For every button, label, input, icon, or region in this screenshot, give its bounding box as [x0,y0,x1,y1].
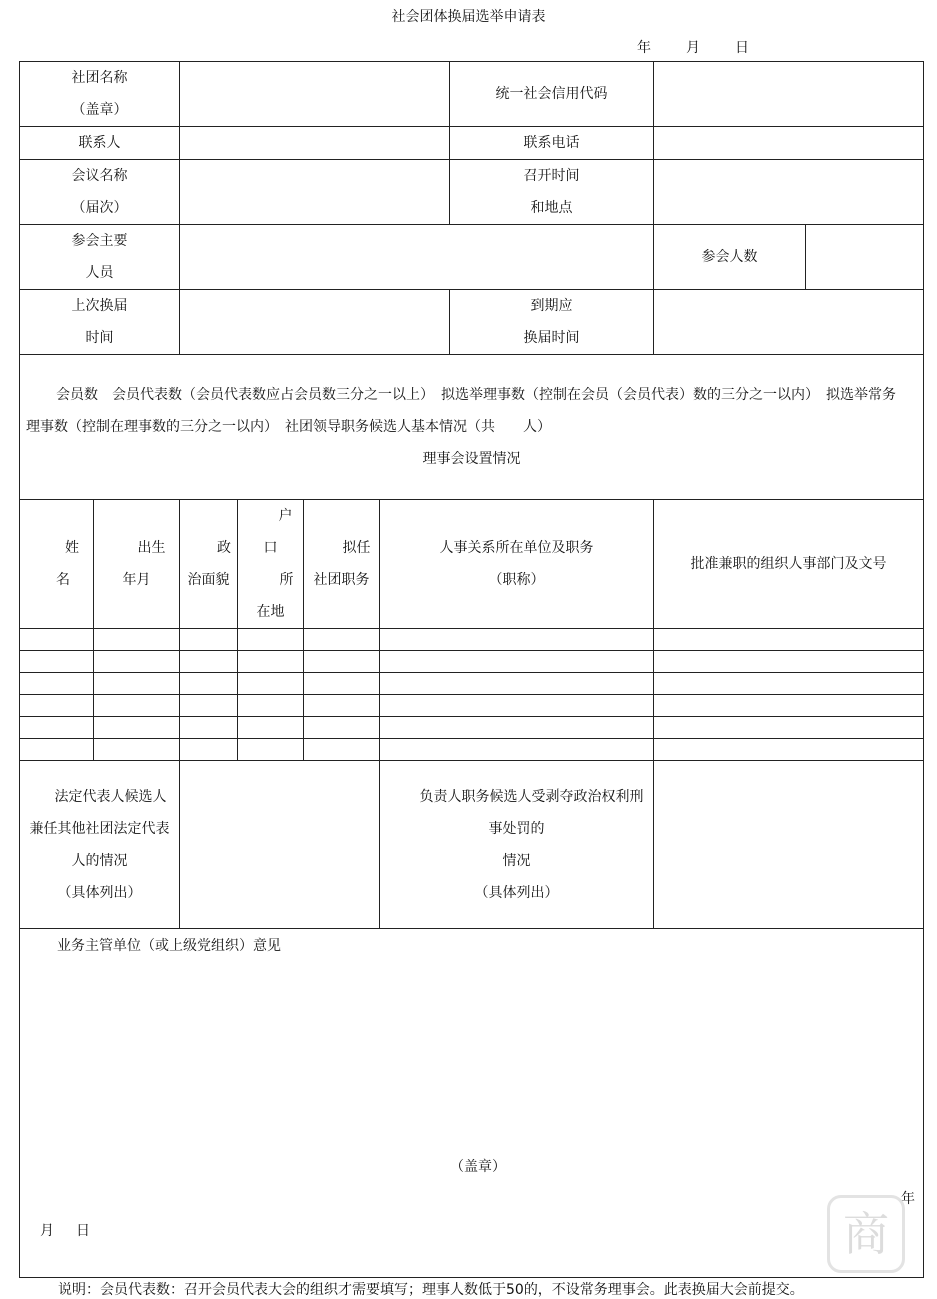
row-council-info [20,355,924,500]
opinion-month: 月 [40,1223,54,1239]
candidate-cell[interactable] [94,673,180,695]
candidate-cell[interactable] [654,695,924,717]
candidate-cell[interactable] [238,629,304,651]
opinion-day: 日 [76,1223,90,1239]
candidate-cell[interactable] [304,717,380,739]
candidate-row [20,739,924,761]
col-birth-header: 出生 年月 [94,500,180,629]
opinion-label: 业务主管单位（或上级党组织）意见 [57,938,281,954]
council-info-block [20,355,924,500]
candidate-cell[interactable] [94,717,180,739]
legal-rep-field[interactable] [180,761,380,929]
application-form-table [19,61,924,1278]
opinion-seal: （盖章） [450,1159,506,1175]
contact-phone-label: 联系电话 [450,127,654,160]
contact-phone-field[interactable] [654,127,924,160]
candidate-cell[interactable] [94,739,180,761]
header-month: 月 [686,40,700,56]
society-name-label: 社团名称 （盖章） [20,62,180,127]
candidate-cell[interactable] [380,695,654,717]
penalty-field[interactable] [654,761,924,929]
candidate-cell[interactable] [380,717,654,739]
council-setup-heading: 理事会设置情况 [422,451,521,467]
council-info-line2: 理事数（控制在理事数的三分之一以内） 社团领导职务候选人基本情况（共 人） [26,419,551,435]
meeting-time-place-label: 召开时间 和地点 [450,160,654,225]
candidate-cell[interactable] [20,629,94,651]
candidate-cell[interactable] [180,629,238,651]
candidate-cell[interactable] [654,629,924,651]
candidate-cell[interactable] [238,695,304,717]
candidate-cell[interactable] [380,651,654,673]
candidate-cell[interactable] [20,695,94,717]
due-election-field[interactable] [654,290,924,355]
row-opinion [20,929,924,1278]
candidate-cell[interactable] [180,695,238,717]
candidate-cell[interactable] [94,695,180,717]
col-approval-header: 批准兼职的组织人事部门及文号 [654,500,924,629]
candidate-cell[interactable] [654,739,924,761]
candidate-cell[interactable] [238,651,304,673]
main-attendees-field[interactable] [180,225,654,290]
seal-watermark-icon: 商 [827,1195,905,1273]
candidate-row [20,717,924,739]
society-name-field[interactable] [180,62,450,127]
candidate-cell[interactable] [654,651,924,673]
candidate-cell[interactable] [304,739,380,761]
row-society-name [20,62,924,127]
due-election-label: 到期应 换届时间 [450,290,654,355]
candidate-cell[interactable] [304,695,380,717]
candidate-row [20,695,924,717]
candidate-cell[interactable] [20,739,94,761]
candidate-cell[interactable] [180,651,238,673]
row-meeting [20,160,924,225]
meeting-name-field[interactable] [180,160,450,225]
form-title: 社会团体换届选举申请表 [391,9,546,25]
row-contact [20,127,924,160]
meeting-name-label: 会议名称 （届次） [20,160,180,225]
contact-person-label: 联系人 [20,127,180,160]
candidate-cell[interactable] [20,673,94,695]
candidate-cell[interactable] [304,651,380,673]
row-attendees [20,225,924,290]
candidate-cell[interactable] [238,739,304,761]
candidate-header-row [20,500,924,629]
candidate-cell[interactable] [238,673,304,695]
council-info-line1: 会员数 会员代表数（会员代表数应占会员数三分之一以上） 拟选举理事数（控制在会员（会员代表）数的三分之一以内） 拟选举常务 [56,387,896,403]
col-name-header: 姓 名 [20,500,94,629]
candidate-cell[interactable] [94,651,180,673]
candidate-cell[interactable] [20,717,94,739]
legal-rep-label: 法定代表人候选人 兼任其他社团法定代表 人的情况 （具体列出） [20,761,180,929]
penalty-label: 负责人职务候选人受剥夺政治权利刑 事处罚的 情况 （具体列出） [380,761,654,929]
attendee-count-field[interactable] [806,225,924,290]
last-election-label: 上次换届 时间 [20,290,180,355]
candidate-cell[interactable] [180,717,238,739]
candidate-row [20,651,924,673]
candidate-cell[interactable] [304,629,380,651]
form-note: 说明：会员代表数：召开会员代表大会的组织才需要填写；理事人数低于50的，不设常务理事会。此表换届大会前提交。 [58,1282,804,1298]
header-day: 日 [735,40,749,56]
col-political-header: 政 治面貌 [180,500,238,629]
candidate-cell[interactable] [304,673,380,695]
candidate-row [20,629,924,651]
candidate-cell[interactable] [654,717,924,739]
candidate-cell[interactable] [94,629,180,651]
main-attendees-label: 参会主要 人员 [20,225,180,290]
opinion-year: 年 [901,1191,915,1207]
attendee-count-label: 参会人数 [654,225,806,290]
candidate-cell[interactable] [380,629,654,651]
candidate-cell[interactable] [380,739,654,761]
candidate-cell[interactable] [654,673,924,695]
row-term [20,290,924,355]
candidate-cell[interactable] [180,739,238,761]
candidate-cell[interactable] [180,673,238,695]
credit-code-label: 统一社会信用代码 [450,62,654,127]
candidate-cell[interactable] [238,717,304,739]
candidate-cell[interactable] [380,673,654,695]
candidate-cell[interactable] [20,651,94,673]
opinion-block[interactable] [20,929,924,1278]
row-legal-rep [20,761,924,929]
col-hukou-header: 户 口 所 在地 [238,500,304,629]
credit-code-field[interactable] [654,62,924,127]
col-unit-header: 人事关系所在单位及职务 （职称） [380,500,654,629]
contact-person-field[interactable] [180,127,450,160]
last-election-field[interactable] [180,290,450,355]
candidate-row [20,673,924,695]
col-post-header: 拟任 社团职务 [304,500,380,629]
meeting-time-place-field[interactable] [654,160,924,225]
header-year: 年 [637,40,651,56]
